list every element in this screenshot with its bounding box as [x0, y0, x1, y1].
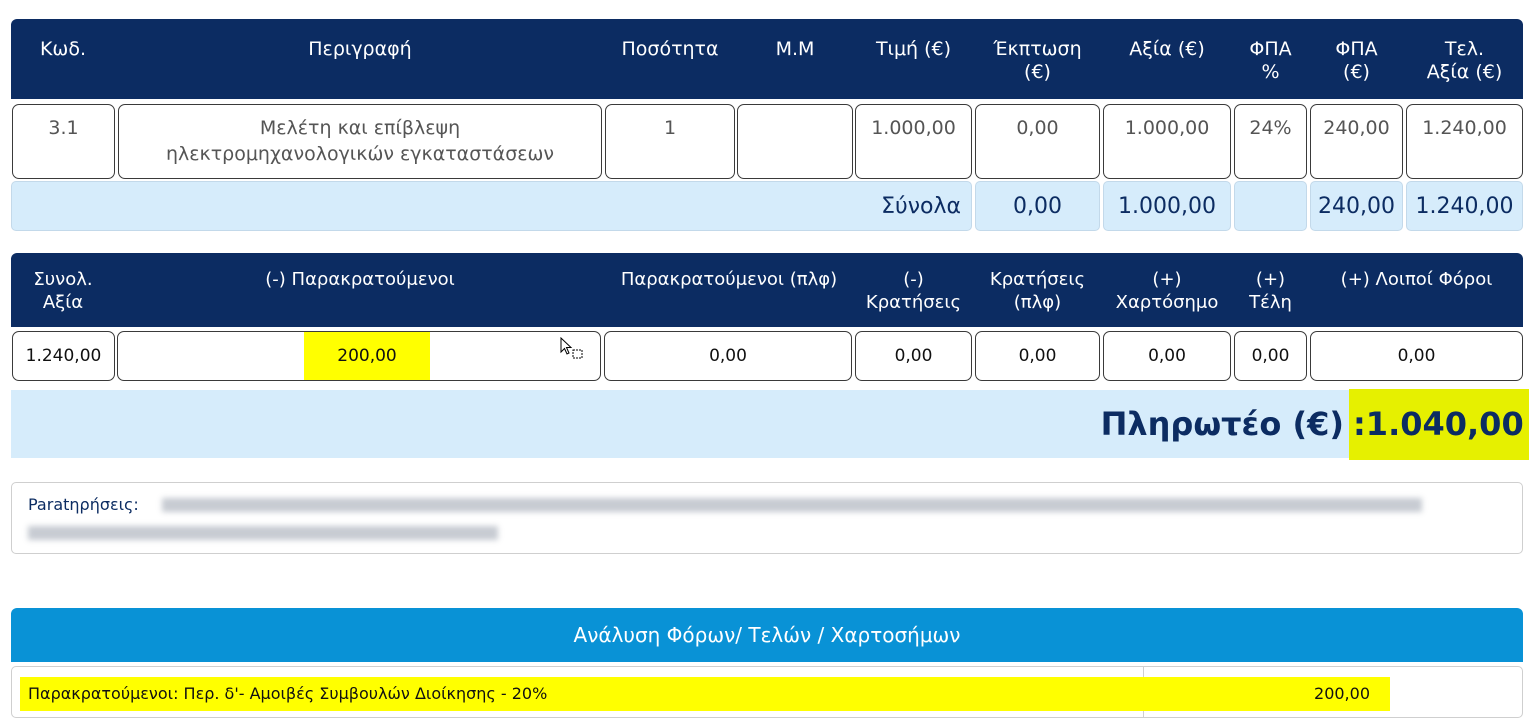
cell-price: 1.000,00	[855, 104, 972, 179]
fees-field[interactable]: 0,00	[1234, 331, 1307, 381]
col-header-price: Τιμή (€)	[875, 38, 952, 60]
col-header-deductions: (-) Κρατήσεις	[865, 269, 962, 313]
cell-code: 3.1	[12, 104, 115, 179]
col-header-deductions-plf: Κρατήσεις (πλφ)	[989, 269, 1086, 313]
remarks-box[interactable]	[11, 482, 1523, 554]
cell-final-value: 1.240,00	[1406, 104, 1523, 179]
col-header-withheld: (-) Παρακρατούμενοι	[265, 269, 455, 290]
col-header-discount: Έκπτωση (€)	[993, 38, 1082, 83]
analysis-title: Ανάλυση Φόρων/ Τελών / Χαρτοσήμων	[573, 623, 961, 647]
total-value-field[interactable]: 1.240,00	[12, 331, 115, 381]
cell-discount: 0,00	[975, 104, 1100, 179]
cursor-icon	[560, 334, 586, 360]
col-header-description: Περιγραφή	[308, 38, 412, 60]
col-header-fees: (+) Τέλη	[1249, 269, 1292, 313]
payable-value: :1.040,00	[1349, 389, 1529, 460]
col-header-withheld-plf: Παρακρατούμενοι (πλφ)	[620, 269, 838, 290]
totals-vat-amount: 240,00	[1310, 181, 1403, 231]
col-header-stamp: (+) Χαρτόσημο	[1115, 269, 1219, 313]
remarks-text-redacted-line2	[28, 526, 498, 540]
col-header-quantity: Ποσότητα	[621, 38, 719, 60]
col-header-value: Αξία (€)	[1129, 38, 1205, 60]
cell-quantity: 1	[605, 104, 735, 179]
col-header-final-value: Τελ. Αξία (€)	[1426, 38, 1503, 83]
col-header-other-taxes: (+) Λοιποί Φόροι	[1340, 269, 1493, 290]
deductions-field[interactable]: 0,00	[855, 331, 972, 381]
col-header-total-value: Συνολ. Αξία	[33, 269, 93, 313]
col-header-vat-percent: ΦΠΑ %	[1249, 38, 1292, 83]
totals-value: 1.000,00	[1103, 181, 1231, 231]
withheld-plf-field[interactable]: 0,00	[604, 331, 852, 381]
col-header-unit: Μ.Μ	[775, 38, 815, 60]
totals-label: Σύνολα	[11, 181, 972, 231]
col-header-vat-amount: ΦΠΑ (€)	[1335, 38, 1378, 83]
withheld-value: 200,00	[304, 332, 430, 380]
payable-label: Πληρωτέο (€)	[1100, 405, 1344, 443]
analysis-row	[11, 666, 1523, 718]
cell-vat-percent: 24%	[1234, 104, 1307, 179]
analysis-header	[11, 608, 1523, 662]
analysis-row-value: 200,00	[1144, 677, 1390, 711]
cell-description: Μελέτη και επίβλεψη ηλεκτρομηχανολογικών εγκαταστάσεων	[118, 104, 602, 179]
totals-vat-percent	[1234, 181, 1307, 231]
remarks-label: Paratηρήσεις:	[28, 495, 139, 514]
col-header-code: Κωδ.	[39, 38, 87, 60]
analysis-row-label: Παρακρατούμενοι: Περ. δ'- Αμοιβές Συμβουλών Διοίκησης - 20%	[20, 677, 1144, 711]
cell-unit	[737, 104, 853, 179]
totals-final-value: 1.240,00	[1406, 181, 1523, 231]
totals-discount: 0,00	[975, 181, 1100, 231]
deductions-plf-field[interactable]: 0,00	[975, 331, 1100, 381]
other-taxes-field[interactable]: 0,00	[1310, 331, 1523, 381]
remarks-text-redacted	[162, 498, 1422, 512]
stamp-field[interactable]: 0,00	[1103, 331, 1231, 381]
cell-value: 1.000,00	[1103, 104, 1231, 179]
cell-vat-amount: 240,00	[1310, 104, 1403, 179]
withheld-field[interactable]	[117, 331, 601, 381]
